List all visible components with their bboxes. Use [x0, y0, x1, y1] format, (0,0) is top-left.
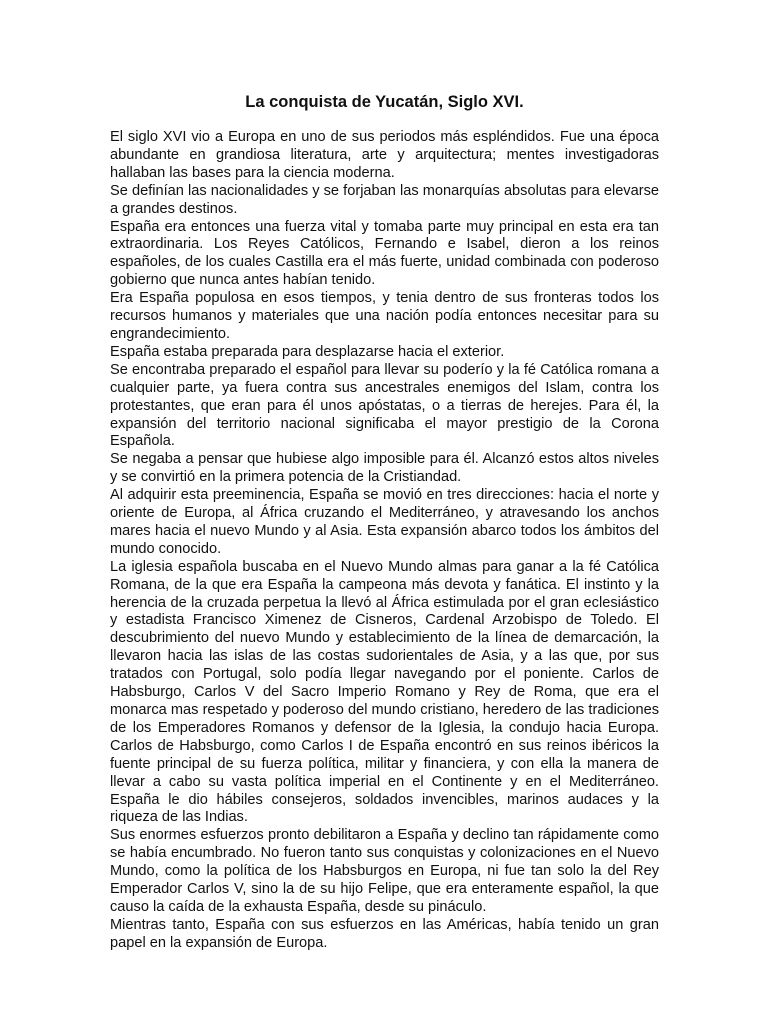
paragraph-11: Mientras tanto, España con sus esfuerzos en las Américas, había tenido un gran papel en la expansión de Europa.	[110, 916, 659, 951]
paragraph-4: Era España populosa en esos tiempos, y tenia dentro de sus fronteras todos los recursos humanos y materiales que una nación podía entonces necesitar para su engrandecimiento.	[110, 290, 659, 342]
document-page	[110, 92, 659, 953]
paragraph-3: España era entonces una fuerza vital y tomaba parte muy principal en esta era tan extraordinaria. Los Reyes Católicos, Fernando e Isabel, dieron a los reinos españoles, de los cuales Castilla era el más fuerte, unidad combinada con poderoso gobierno que nunca antes habían tenido.	[110, 218, 659, 289]
paragraph-2: Se definían las nacionalidades y se forjaban las monarquías absolutas para elevarse a grandes destinos.	[110, 182, 659, 217]
paragraph-7: Se negaba a pensar que hubiese algo imposible para él. Alcanzó estos altos niveles y se convirtió en la primera potencia de la Cristiandad.	[110, 451, 659, 486]
paragraph-6: Se encontraba preparado el español para llevar su poderío y la fé Católica romana a cualquier parte, ya fuera contra sus ancestrales enemigos del Islam, contra los protestantes, que eran para él unos apóstatas, o a tierras de herejes. Para él, la expansión del territorio nacional significaba el mayor prestigio de la Corona Española.	[110, 361, 659, 450]
paragraph-1: El siglo XVI vio a Europa en uno de sus periodos más espléndidos. Fue una época abundante en grandiosa literatura, arte y arquitectura; mentes investigadoras hallaban las bases para la ciencia moderna.	[110, 129, 659, 181]
paragraph-10: Sus enormes esfuerzos pronto debilitaron a España y declino tan rápidamente como se había encumbrado. No fueron tanto sus conquistas y colonizaciones en el Nuevo Mundo, como la política de los Habsburgos en Europa, ni fue tan solo la del Rey Emperador Carlos V, sino la de su hijo Felipe, que era enteramente español, la que causo la caída de la exhausta España, desde su pináculo.	[110, 827, 659, 915]
document-body	[110, 129, 659, 953]
paragraph-9: La iglesia española buscaba en el Nuevo Mundo almas para ganar a la fé Católica Romana, de la que era España la campeona más devota y fanática. El instinto y la herencia de la cruzada perpetua la llevó al África estimulada por el gran eclesiástico y estadista Francisco Ximenez de Cisneros, Cardenal Arzobispo de Toledo. El descubrimiento del nuevo Mundo y establecimiento de la línea de demarcación, la llevaron hacia las islas de las costas sudorientales de Asia, y a las que, por sus tratados con Portugal, solo podía llegar navegando por el poniente. Carlos de Habsburgo, Carlos V del Sacro Imperio Romano y Rey de Roma, que era el monarca mas respetado y poderoso del mundo cristiano, heredero de las tradiciones de los Emperadores Romanos y defensor de la Iglesia, la condujo hacia Europa. Carlos de Habsburgo, como Carlos I de España encontró en sus reinos ibéricos la fuente principal de su fuerza política, militar y financiera, y con ella la manera de llevar a cabo su vasta política imperial en el Continente y en el Mediterráneo. España le dio hábiles consejeros, soldados invencibles, marinos audaces y la riqueza de las Indias.	[110, 558, 659, 826]
paragraph-8: Al adquirir esta preeminencia, España se movió en tres direcciones: hacia el norte y oriente de Europa, al África cruzando el Mediterráneo, y atravesando los anchos mares hacia el nuevo Mundo y al Asia. Esta expansión abarco todos los ámbitos del mundo conocido.	[110, 487, 659, 557]
document-title: La conquista de Yucatán, Siglo XVI.	[245, 93, 524, 111]
paragraph-5: España estaba preparada para desplazarse hacia el exterior.	[110, 343, 505, 360]
